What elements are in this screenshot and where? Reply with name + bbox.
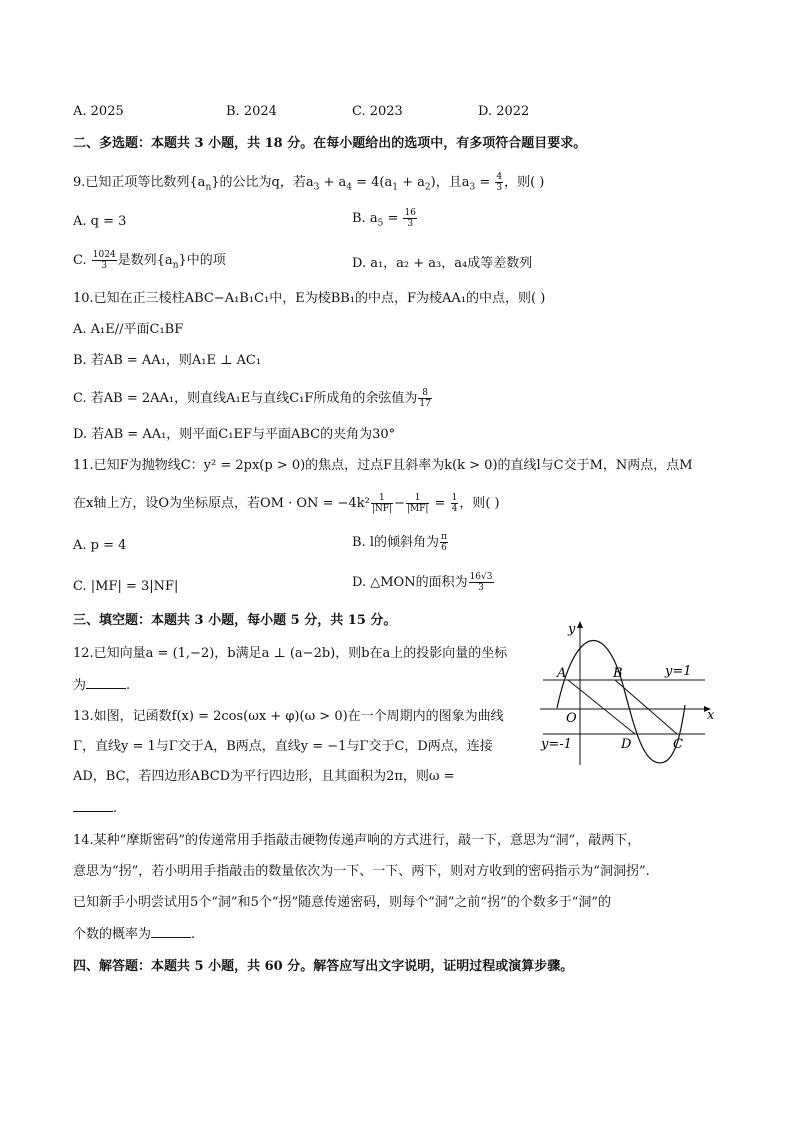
- q9-stem: 9.已知正项等比数列$\{a_n\}$的公比为q，若$a_3 + a_4 = 4(a_1 + a_2)$，且$a_3$ = $\frac{4}{3}$ ，则( ): [73, 172, 545, 193]
- q10-option-a: A. A₁E//平面C₁BF: [73, 322, 184, 337]
- q12-answer-blank[interactable]: [86, 676, 126, 689]
- q14-answer-blank[interactable]: [151, 925, 191, 938]
- q9-option-d: D. a₁，a₂ + a₃，a₄成等差数列: [352, 256, 533, 271]
- point-D-label: D: [621, 737, 632, 752]
- q8-option-b: B. 2024: [226, 104, 277, 119]
- q11-option-a: A. p = 4: [73, 538, 127, 553]
- q8-option-d: D. 2022: [478, 104, 530, 119]
- line-yneg1-label: y=-1: [541, 737, 572, 752]
- q12-line1: 12.已知向量a = (1,−2)，b满足a ⊥ (a−2b)，则b在a上的投影向量的坐标: [73, 646, 508, 661]
- q14-line1: 14.某种“摩斯密码”的传递常用手指敲击硬物传递声响的方式进行，敲一下，意思为“洞”，敲两下，: [73, 833, 641, 848]
- q14-line4: 个数的概率为 .: [73, 927, 196, 942]
- q12-line2: 为 .: [73, 678, 131, 693]
- q10-option-c: C. 若AB = 2AA₁，则直线A₁E与直线C₁F所成角的余弦值为 $\frac{8}{17}$: [73, 388, 431, 409]
- point-B-label: B: [613, 666, 623, 681]
- origin-label: O: [566, 711, 577, 726]
- y-axis-label: y: [568, 622, 576, 637]
- q11-stem-line1: 11.已知F为抛物线C：y² = 2px(p > 0)的焦点，过点F且斜率为k(k > 0)的直线l与C交于M，N两点，点M: [73, 458, 693, 473]
- q13-line2: Γ，直线y = 1与Γ交于A，B两点，直线y = −1与Γ交于C，D两点，连接: [73, 739, 493, 754]
- q14-line3: 已知新手小明尝试用5个“洞”和5个“拐”随意传递密码，则每个“洞”之前“拐”的个数多于“洞”的: [73, 895, 612, 910]
- q11-option-b: B. l的倾斜角为 $\frac{\pi}{6}$: [352, 532, 447, 553]
- q10-stem: 10.已知在正三棱柱ABC−A₁B₁C₁中，E为棱BB₁的中点，F为棱AA₁的中点，则( ): [73, 291, 546, 306]
- x-axis-label: x: [707, 708, 715, 723]
- q13-line3: AD，BC，若四边形ABCD为平行四边形，且其面积为2π，则ω =: [73, 769, 455, 784]
- q13-line1: 13.如图，记函数f(x) = 2cos(ωx + φ)(ω > 0)在一个周期内的图象为曲线: [73, 709, 504, 724]
- q9-option-b: B. $a_5$ = $\frac{16}{3}$: [352, 208, 416, 229]
- q10-option-b: B. 若AB = AA₁，则A₁E ⊥ AC₁: [73, 353, 262, 368]
- q10-option-d: D. 若AB = AA₁，则平面C₁EF与平面ABC的夹角为30°: [73, 427, 396, 442]
- line-y1-label: y=1: [665, 664, 692, 679]
- q11-option-c: C. |MF| = 3|NF|: [73, 579, 179, 594]
- q9-option-a: A. q = 3: [73, 214, 127, 229]
- q14-line2: 意思为“拐”，若小明用手指敲击的数量依次为一下、一下、两下，则对方收到的密码指示为“洞洞拐”.: [73, 864, 650, 879]
- q8-option-a: A. 2025: [73, 104, 124, 119]
- point-C-label: C: [673, 737, 683, 752]
- q13-line4: .: [73, 799, 117, 818]
- section2-heading: 二、多选题：本题共 3 小题，共 18 分。在每小题给出的选项中，有多项符合题目要求。: [73, 136, 587, 151]
- q11-option-d: D. △MON的面积为 $\frac{16√3}{3}$: [352, 572, 493, 593]
- section4-heading: 四、解答题：本题共 5 小题，共 60 分。解答应写出文字说明，证明过程或演算步骤。: [73, 959, 574, 974]
- q11-stem-line2: 在x轴上方，设O为坐标原点，若OM · ON = −4k² $\frac{1}{|NF|}$ − $\frac{1}{|MF|}$ = $\frac{1}{4}$ ，则( ): [73, 493, 500, 514]
- q9-option-c: C. $\frac{1024}{3}$ 是数列$\{a_n\}$中的项: [73, 250, 226, 271]
- y-axis-arrow: [577, 621, 583, 628]
- section3-heading: 三、填空题：本题共 3 小题，每小题 5 分，共 15 分。: [73, 613, 397, 628]
- q8-option-c: C. 2023: [352, 104, 403, 119]
- cosine-graph-figure: [535, 615, 725, 775]
- point-A-label: A: [557, 666, 567, 681]
- q13-answer-blank[interactable]: [73, 799, 113, 812]
